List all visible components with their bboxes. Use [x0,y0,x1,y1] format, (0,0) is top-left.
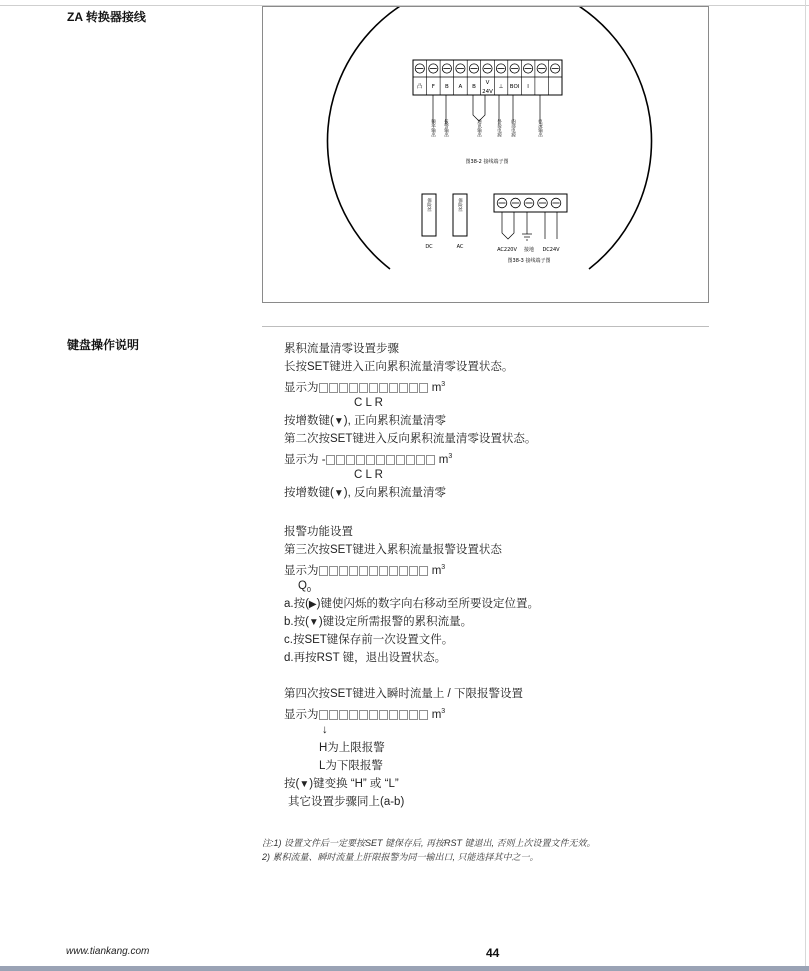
terminal-function-label: 内部电源 [510,119,516,137]
bottom-bar [0,966,809,971]
wiring-figure [262,6,709,303]
display-line-3: 显示为 $m^3$ [284,561,445,580]
lower-limit-label: L为下限报警 [319,760,383,772]
note-2: 2) 累积流量、瞬时流量上肝限报警为同一输出口, 只能选择其中之一。 [262,852,539,862]
step-forward-clear: 长按SET键进入正向累积流量清零设置状态。 [284,361,514,373]
other-steps: 其它设置步骤同上(a-b) [288,796,405,808]
terminal-label: B [445,84,449,90]
terminal-function-label: 电流输出 [537,119,543,137]
down-triangle-icon: ▼ [308,617,319,628]
switch-step: 按(▼)键变换 “H” 或 “L” [284,778,399,790]
terminal-function-label: 通讯输出 [476,119,482,137]
bottom-figure-caption: 图38-3 接线端子图 [507,258,551,264]
display-line-1: 显示为 $m^3$ [284,378,445,397]
alarm-step-1: 第三次按SET键进入累积流量报警设置状态 [284,544,502,556]
fuse-left-text: 保险丝 [426,198,432,212]
footer-url: www.tiankang.com [66,946,150,957]
bottom-label-ac: AC220V [497,247,517,253]
down-triangle-icon: ▼ [333,416,344,427]
right-rule [805,0,806,971]
terminal-label: ⊥ [498,84,504,90]
down-triangle-icon: ▼ [333,488,344,499]
wiring-section-title: ZA 转换器接线 [67,10,146,24]
note-1: 注:1) 设置文件后一定要按SET 键保存后, 再按RST 键退出, 否则上次设置文件无效。 [262,838,596,848]
display-line-4: 显示为 $m^3$ [284,705,445,724]
digit-boxes [319,383,429,397]
digit-boxes [319,710,429,724]
terminal-label: 24V [482,89,493,95]
step-reverse-inc: 按增数键(▼), 反向累积流量清零 [284,487,446,499]
alarm-step-d: d.再按RST 键，退出设置状态。 [284,652,447,664]
q-label: $Q_0$ [298,580,311,594]
wiring-diagram [263,7,710,304]
terminal-label: I [527,84,529,90]
terminal-function-label: 频率输出 [430,119,436,137]
terminal-label: V [485,80,490,86]
page-number: 44 [486,946,500,960]
notes [262,836,596,864]
bottom-label-dc: DC24V [542,247,560,253]
right-triangle-icon: ▶ [308,599,317,610]
fuse-right-label: AC [456,244,464,250]
digit-boxes [326,455,436,469]
alarm-step-a: a.按(▶)键使闪烁的数字向右移动至所要设定位置。 [284,598,539,610]
terminal-function-label: 报警输出 [443,119,449,137]
top-figure-caption: 图38-2 接线端子图 [465,159,509,165]
terminal-label: 凸 [417,84,423,90]
keyboard-section-title: 键盘操作说明 [67,338,140,352]
down-arrow-icon: ↓ [322,724,328,736]
terminal-label: A [458,84,463,90]
alarm-step-c: c.按SET键保存前一次设置文件。 [284,634,454,646]
terminal-label: B [472,84,476,90]
bottom-label-ground: 接地 [523,247,535,253]
fuse-left-label: DC [425,244,433,250]
clr-label-2: C L R [354,469,383,481]
digit-boxes [319,566,429,580]
fuse-right-text: 保险丝 [457,198,463,212]
alarm-step-b: b.按(▼)键设定所需报警的累积流量。 [284,616,473,628]
clr-label-1: C L R [354,397,383,409]
terminal-label: F [431,84,435,90]
down-triangle-icon: ▼ [299,779,310,790]
fourth-step: 第四次按SET键进入瞬时流量上 / 下限报警设置 [284,688,523,700]
section-divider [262,326,709,327]
upper-limit-label: H为上限报警 [319,742,385,754]
step-forward-inc: 按增数键(▼), 正向累积流量清零 [284,415,446,427]
step-title: 累积流量清零设置步骤 [284,343,399,355]
terminal-function-label: 外接电源 [496,119,502,137]
alarm-title: 报警功能设置 [284,526,353,538]
terminal-label: BOI [509,84,520,90]
display-line-2: 显示为 - $m^3$ [284,450,452,469]
step-reverse-clear: 第二次按SET键进入反向累积流量清零设置状态。 [284,433,537,445]
